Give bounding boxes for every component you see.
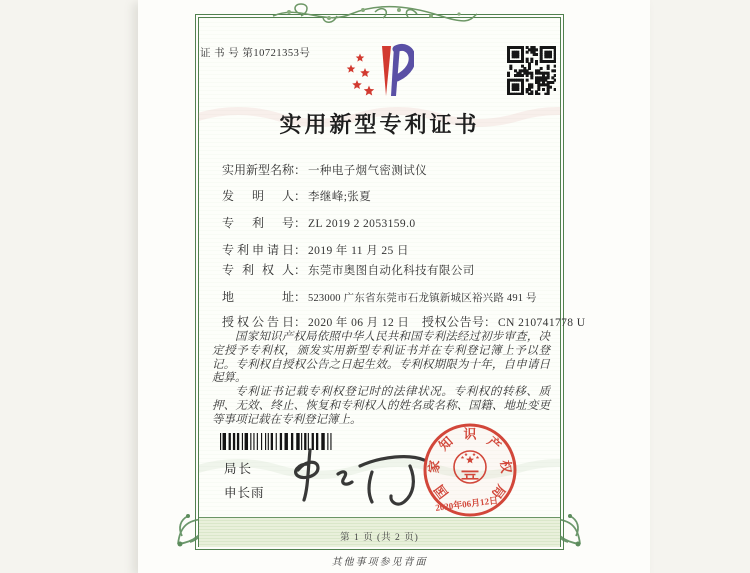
grant-number-group: 授权公告号： CN 210741778 U xyxy=(422,315,586,329)
field-value: 2019 年 11 月 25 日 xyxy=(308,245,409,257)
seal-date: 2020年06月12日 xyxy=(434,495,499,513)
certificate-paper xyxy=(138,0,650,573)
reverse-side-note: 其他事项参见背面 xyxy=(331,557,428,568)
field-value: 2020 年 06 月 12 日 xyxy=(308,317,410,329)
field-label: 授权公告日 xyxy=(222,315,294,329)
field-label: 实用新型名称 xyxy=(222,163,295,177)
director-title: 局长 xyxy=(224,462,254,476)
certificate-number: 证 书 号 第10721353号 xyxy=(200,48,311,59)
cnipa-seal-icon xyxy=(415,415,525,525)
field-value: 523000 广东省东莞市石龙镇新城区裕兴路 491 号 xyxy=(308,293,537,304)
field-label: 专利申请日 xyxy=(222,243,294,257)
director-name: 申长雨 xyxy=(224,486,265,500)
field-row-grant: 授权公告日： 2020 年 06 月 12 日 授权公告号： CN 210741778 U xyxy=(222,315,586,329)
svg-text:家: 家 xyxy=(426,459,443,474)
field-label: 授权公告号 xyxy=(422,315,484,329)
field-row-address: 地址： 523000 广东省东莞市石龙镇新城区裕兴路 491 号 xyxy=(222,290,537,304)
field-value: ZL 2019 2 2053159.0 xyxy=(308,218,416,230)
cnipa-logo-icon xyxy=(342,42,414,100)
field-value: CN 210741778 U xyxy=(498,317,586,329)
field-value: 一种电子烟气密测试仪 xyxy=(308,165,428,177)
svg-text:局: 局 xyxy=(488,481,509,502)
field-row-filing-date: 专利申请日： 2019 年 11 月 25 日 xyxy=(222,243,409,257)
svg-text:识: 识 xyxy=(463,426,477,442)
field-label: 发明人 xyxy=(222,189,294,203)
certificate-title: 实用新型专利证书 xyxy=(279,112,480,137)
svg-text:权: 权 xyxy=(497,459,514,474)
field-label: 地址 xyxy=(222,290,294,304)
svg-text:产: 产 xyxy=(484,433,505,454)
qr-code xyxy=(507,46,556,95)
field-value: 李继峰;张夏 xyxy=(308,191,372,203)
floral-garland-icon xyxy=(271,2,479,27)
field-row-inventor: 发明人： 李继峰;张夏 xyxy=(222,189,372,203)
field-label: 专利权人 xyxy=(222,263,294,277)
field-value: 东莞市奥图自动化科技有限公司 xyxy=(308,265,475,277)
legal-paragraphs xyxy=(212,331,550,428)
legal-paragraph: 国家知识产权局依照中华人民共和国专利法经过初步审查，决定授予专利权，颁发实用新型专利证书并在专利登记簿上予以登记。专利权自授权公告之日起生效。专利权期限为十年，自申请日起算。 xyxy=(212,331,550,385)
field-row-patent-no: 专利号： ZL 2019 2 2053159.0 xyxy=(222,216,416,230)
legal-paragraph: 专利证书记载专利权登记时的法律状况。专利权的转移、质押、无效、终止、恢复和专利权人的姓名或名称、国籍、地址变更等事项记载在专利登记簿上。 xyxy=(212,386,550,426)
svg-text:知: 知 xyxy=(435,433,456,454)
page-number: 第 1 页 (共 2 页) xyxy=(340,533,419,543)
field-row-patentee: 专利权人： 东莞市奥图自动化科技有限公司 xyxy=(222,263,475,277)
field-row-name: 实用新型名称： 一种电子烟气密测试仪 xyxy=(222,163,428,177)
field-label: 专利号 xyxy=(222,216,294,230)
svg-text:国: 国 xyxy=(431,481,452,502)
